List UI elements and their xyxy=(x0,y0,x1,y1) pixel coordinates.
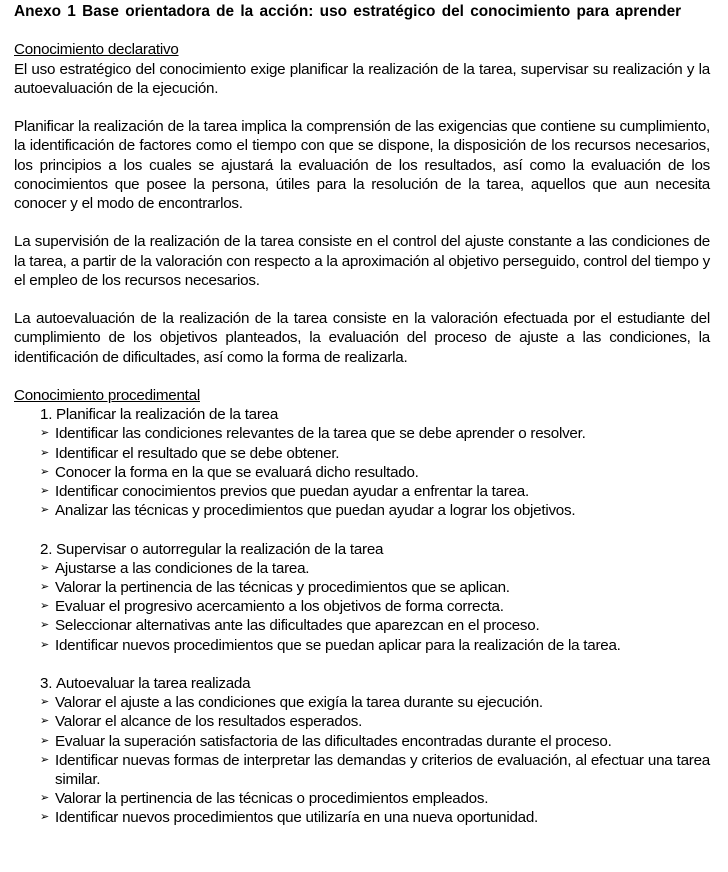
arrowhead-bullet-icon: ➢ xyxy=(40,811,49,824)
arrowhead-bullet-icon: ➢ xyxy=(40,427,49,440)
spacer xyxy=(14,98,710,117)
declarative-paragraph: La supervisión de la realización de la tarea consiste en el control del ajuste constante a las condiciones de la tarea, a partir de la valoración con respecto a la aproximación al objetivo perseguido, control del tiempo y el empleo de los recursos necesarios. xyxy=(14,233,710,289)
list-item-text: Identificar nuevos procedimientos que se puedan aplicar para la realización de la tarea. xyxy=(55,636,621,654)
section-number: 1. xyxy=(40,406,53,424)
list-item xyxy=(14,732,710,751)
procedural-heading: Conocimiento procedimental xyxy=(14,386,200,404)
arrowhead-bullet-icon: ➢ xyxy=(40,696,49,709)
spacer xyxy=(14,367,710,386)
section-number: 3. xyxy=(40,675,53,692)
section-label: Planificar la realización de la tarea xyxy=(56,406,279,424)
section-label: Autoevaluar la tarea realizada xyxy=(56,675,251,692)
list-item xyxy=(14,616,710,635)
section-heading xyxy=(14,540,710,559)
spacer xyxy=(14,213,710,232)
arrowhead-bullet-icon: ➢ xyxy=(40,638,49,651)
arrowhead-bullet-icon: ➢ xyxy=(40,485,49,497)
declarative-paragraph: Planificar la realización de la tarea implica la comprensión de las exigencias que contiene su cumplimiento, la identificación de factores como el tiempo con que se dispone, la disposición de los recursos necesarios, los principios a los cuales se ajustará la evaluación de los resultados, así como la evaluación de los conocimientos que posee la persona, útiles para la resolución de la tarea, aquellos que aun necesita conocer y el modo de encontrarlos. xyxy=(14,118,710,212)
section-label: Supervisar o autorregular la realización de la tarea xyxy=(56,540,384,558)
list-item-text: Identificar nuevas formas de interpretar las demandas y criterios de evaluación, al efectuar una tarea similar. xyxy=(55,751,710,789)
arrowhead-bullet-icon: ➢ xyxy=(40,600,49,613)
list-item xyxy=(14,444,710,463)
list-item xyxy=(14,424,710,443)
document-title: Anexo 1 Base orientadora de la acción: uso estratégico del conocimiento para aprender xyxy=(14,3,682,20)
list-item-text: Valorar la pertinencia de las técnicas y procedimientos que se aplican. xyxy=(55,579,510,596)
list-item xyxy=(14,789,710,808)
declarative-paragraph: La autoevaluación de la realización de la tarea consiste en la valoración efectuada por el estudiante del cumplimiento de los objetivos planteados, la evaluación del proceso de ajuste a las condiciones, la identificación de dificultades, así como la forma de realizarla. xyxy=(14,310,710,366)
list-item xyxy=(14,463,710,482)
list-item xyxy=(14,501,710,520)
arrowhead-bullet-icon: ➢ xyxy=(40,581,49,593)
list-item xyxy=(14,751,710,789)
list-item xyxy=(14,559,710,578)
spacer xyxy=(14,290,710,309)
arrowhead-bullet-icon: ➢ xyxy=(40,734,49,747)
list-item-text: Evaluar el progresivo acercamiento a los objetivos de forma correcta. xyxy=(55,598,504,616)
arrowhead-bullet-icon: ➢ xyxy=(40,792,49,805)
list-item-text: Ajustarse a las condiciones de la tarea. xyxy=(55,559,310,577)
declarative-heading: Conocimiento declarativo xyxy=(14,41,179,59)
arrowhead-bullet-icon: ➢ xyxy=(40,753,49,766)
list-item xyxy=(14,693,710,712)
declarative-paragraph: El uso estratégico del conocimiento exige planificar la realización de la tarea, supervisar su realización y la autoevaluación de la ejecución. xyxy=(14,60,710,97)
list-item xyxy=(14,808,710,827)
section-heading xyxy=(14,405,710,424)
arrowhead-bullet-icon: ➢ xyxy=(40,504,49,517)
list-item-text: Valorar el alcance de los resultados esperados. xyxy=(55,713,363,731)
section-number: 2. xyxy=(40,540,53,558)
arrowhead-bullet-icon: ➢ xyxy=(40,465,49,478)
list-item-text: Identificar nuevos procedimientos que utilizaría en una nueva oportunidad. xyxy=(55,809,539,827)
list-item xyxy=(14,636,710,655)
list-item-text: Analizar las técnicas y procedimientos que puedan ayudar a lograr los objetivos. xyxy=(55,502,576,520)
arrowhead-bullet-icon: ➢ xyxy=(40,561,49,574)
list-item-text: Valorar la pertinencia de las técnicas o procedimientos empleados. xyxy=(55,790,489,808)
list-item xyxy=(14,578,710,597)
list-item-text: Identificar las condiciones relevantes de la tarea que se debe aprender o resolver. xyxy=(55,425,586,443)
list-item xyxy=(14,597,710,616)
document-page xyxy=(14,2,710,828)
arrowhead-bullet-icon: ➢ xyxy=(40,446,49,459)
list-item-text: Identificar conocimientos previos que puedan ayudar a enfrentar la tarea. xyxy=(55,483,529,500)
list-item xyxy=(14,712,710,731)
list-item xyxy=(14,482,710,501)
list-item-text: Evaluar la superación satisfactoria de las dificultades encontradas durante el proceso. xyxy=(55,732,612,750)
spacer xyxy=(14,655,710,674)
section-heading xyxy=(14,674,710,693)
arrowhead-bullet-icon: ➢ xyxy=(40,715,49,728)
arrowhead-bullet-icon: ➢ xyxy=(40,619,49,632)
list-item-text: Seleccionar alternativas ante las dificultades que aparezcan en el proceso. xyxy=(55,617,540,635)
spacer xyxy=(14,21,710,40)
spacer xyxy=(14,520,710,539)
list-item-text: Identificar el resultado que se debe obtener. xyxy=(55,444,340,462)
list-item-text: Conocer la forma en la que se evaluará dicho resultado. xyxy=(55,463,419,481)
list-item-text: Valorar el ajuste a las condiciones que exigía la tarea durante su ejecución. xyxy=(55,694,543,712)
